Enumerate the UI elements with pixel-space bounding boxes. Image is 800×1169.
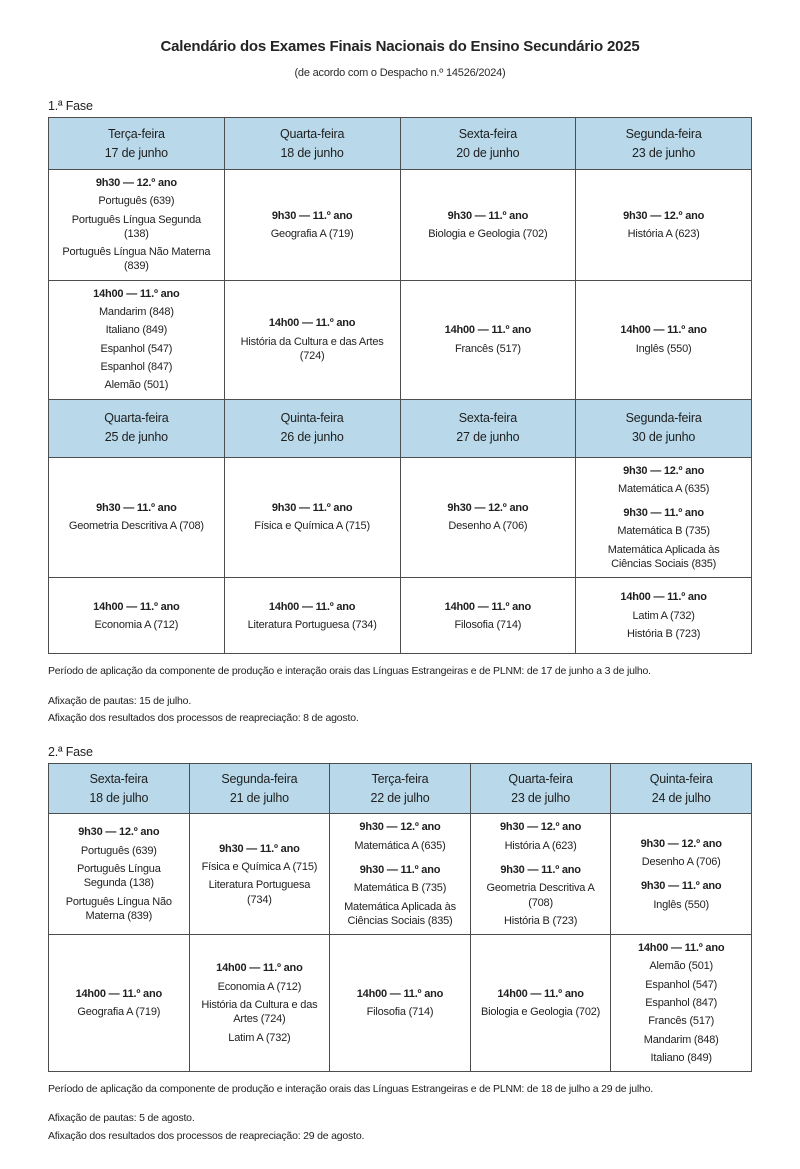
- session-time: 9h30 — 11.º ano: [271, 502, 353, 515]
- subject-label: Geografia A (719): [270, 227, 354, 240]
- content-area: [48, 99, 752, 1143]
- session-time: 14h00 — 11.º ano: [620, 591, 707, 604]
- subject-label: Português Língua Segunda (138): [76, 862, 161, 890]
- subject-label: Matemática A (635): [354, 839, 446, 852]
- session-time: 9h30 — 12.º ano: [623, 209, 705, 222]
- exam-session: [481, 863, 601, 928]
- exam-session: [340, 987, 460, 1020]
- date-label: 27 de junho: [456, 430, 520, 445]
- exam-cell: [189, 814, 330, 935]
- exam-cell: [611, 935, 752, 1072]
- exam-cell: [576, 170, 752, 281]
- weekday-label: Quinta-feira: [280, 411, 344, 426]
- exam-session: [200, 961, 320, 1044]
- day-header-cell: [400, 118, 576, 170]
- subject-label: Matemática B (735): [617, 525, 710, 538]
- subject-label: Biologia e Geologia (702): [481, 1006, 601, 1019]
- subject-label: Economia A (712): [217, 980, 302, 993]
- subject-label: Desenho A (706): [448, 520, 528, 533]
- session-time: 9h30 — 12.º ano: [447, 502, 529, 515]
- exam-session: [621, 879, 741, 912]
- exam-cell: [49, 935, 190, 1072]
- subject-label: História A (623): [504, 839, 577, 852]
- notes: [48, 1082, 752, 1143]
- note-text: Afixação de pautas: 15 de julho.: [48, 694, 192, 707]
- exam-session: [411, 600, 566, 633]
- exam-cell: [189, 935, 330, 1072]
- weekday-label: Quarta-feira: [279, 126, 345, 141]
- exam-session: [340, 820, 460, 853]
- date-label: 17 de junho: [104, 145, 168, 160]
- date-label: 20 de junho: [456, 145, 520, 160]
- day-header-cell: [576, 399, 752, 457]
- exam-cell: [400, 578, 576, 654]
- subject-label: Inglês (550): [635, 342, 692, 355]
- exam-cell: [470, 814, 611, 935]
- subject-label: Espanhol (547): [645, 978, 718, 991]
- weekday-label: Quarta-feira: [508, 771, 573, 786]
- exam-session: [59, 176, 214, 274]
- subject-label: Física e Química A (715): [254, 520, 370, 533]
- exam-session: [481, 820, 601, 853]
- subject-label: Espanhol (547): [100, 342, 173, 355]
- exam-session: [235, 501, 390, 534]
- subject-label: Filosofia (714): [454, 618, 522, 631]
- note-text: Afixação de pautas: 5 de agosto.: [48, 1112, 195, 1125]
- exam-session: [59, 825, 179, 923]
- session-time: 9h30 — 12.º ano: [78, 826, 160, 839]
- session-time: 9h30 — 12.º ano: [95, 177, 177, 189]
- notes: [48, 664, 752, 725]
- exam-cell: [49, 578, 225, 654]
- exam-session: [59, 287, 214, 393]
- weekday-label: Sexta-feira: [89, 771, 148, 786]
- session-time: 9h30 — 11.º ano: [447, 209, 529, 222]
- subject-label: Mandarim (848): [643, 1033, 719, 1046]
- exam-cell: [611, 814, 752, 935]
- exam-cell: [49, 170, 225, 281]
- subject-label: Português Língua Não Materna (839): [65, 895, 172, 922]
- exam-session: [59, 600, 214, 633]
- subject-label: Francês (517): [648, 1015, 715, 1028]
- exam-cell: [576, 578, 752, 654]
- date-label: 23 de junho: [632, 145, 696, 160]
- subject-label: Português (639): [98, 195, 175, 208]
- subject-label: Alemão (501): [649, 960, 713, 973]
- day-header-cell: [49, 118, 225, 170]
- subject-label: Latim A (732): [632, 609, 695, 622]
- exam-cell: [330, 935, 471, 1072]
- day-header-cell: [400, 399, 576, 457]
- subject-label: Filosofia (714): [366, 1006, 434, 1019]
- session-time: 14h00 — 11.º ano: [93, 287, 180, 300]
- weekday-label: Sexta-feira: [458, 126, 517, 141]
- subject-label: Matemática B (735): [353, 882, 447, 895]
- exam-cell: [224, 280, 400, 399]
- subject-label: Português Língua Não Materna (839): [62, 246, 211, 273]
- date-label: 18 de julho: [89, 790, 149, 805]
- phase-label: 2.ª Fase: [48, 744, 93, 759]
- subject-label: Francês (517): [454, 342, 521, 355]
- subject-label: Geometria Descritiva A (708): [68, 520, 204, 533]
- date-label: 26 de junho: [280, 430, 344, 445]
- session-time: 14h00 — 11.º ano: [637, 942, 725, 955]
- exam-session: [411, 501, 566, 534]
- exam-session: [200, 842, 320, 907]
- date-label: 24 de julho: [651, 790, 711, 805]
- subject-label: História B (723): [503, 914, 578, 927]
- subject-label: Literatura Portuguesa (734): [208, 879, 311, 906]
- exam-session: [586, 323, 741, 356]
- day-header-cell: [49, 399, 225, 457]
- day-header-cell: [224, 118, 400, 170]
- date-label: 22 de julho: [370, 790, 430, 805]
- phase-1-section: [48, 99, 752, 725]
- day-header-cell: [189, 763, 330, 814]
- date-label: 23 de julho: [511, 790, 571, 805]
- session-time: 9h30 — 11.º ano: [96, 502, 177, 515]
- exam-cell: [576, 457, 752, 578]
- weekday-label: Segunda-feira: [221, 771, 298, 786]
- session-time: 14h00 — 11.º ano: [356, 987, 444, 1000]
- session-time: 9h30 — 11.º ano: [500, 863, 581, 876]
- day-header-cell: [330, 763, 471, 814]
- session-time: 9h30 — 12.º ano: [359, 821, 441, 834]
- exam-session: [586, 506, 741, 571]
- date-label: 21 de julho: [229, 790, 289, 805]
- subject-label: Matemática Aplicada às Ciências Sociais (835): [607, 543, 720, 571]
- note-text: Período de aplicação da componente de produção e interação orais das Línguas Estrangeiras e de PLNM: de 17 de junho a 3 de julho.: [48, 665, 651, 678]
- weekday-label: Segunda-feira: [625, 126, 702, 141]
- session-time: 9h30 — 11.º ano: [359, 863, 441, 876]
- subject-label: Italiano (849): [105, 324, 168, 337]
- exam-cell: [400, 170, 576, 281]
- subject-label: Alemão (501): [104, 379, 169, 392]
- subject-label: Mandarim (848): [98, 306, 174, 319]
- page-subtitle: (de acordo com o Despacho n.º 14526/2024): [294, 67, 506, 79]
- date-label: 30 de junho: [632, 430, 696, 445]
- session-time: 14h00 — 11.º ano: [216, 962, 303, 975]
- note-text: Período de aplicação da componente de produção e interação orais das Línguas Estrangeiras e de PLNM: de 18 de julho a 29 de julho.: [48, 1083, 654, 1096]
- session-time: 14h00 — 11.º ano: [497, 987, 584, 1000]
- subject-label: Geometria Descritiva A (708): [486, 882, 595, 909]
- session-time: 9h30 — 11.º ano: [640, 880, 722, 893]
- weekday-label: Segunda-feira: [625, 411, 702, 426]
- session-time: 9h30 — 12.º ano: [640, 837, 722, 850]
- day-header-cell: [470, 763, 611, 814]
- subject-label: Literatura Portuguesa (734): [247, 618, 377, 631]
- exam-cell: [400, 280, 576, 399]
- subject-label: Português Língua Segunda (138): [71, 213, 201, 240]
- exam-session: [340, 863, 460, 928]
- subject-label: Desenho A (706): [641, 855, 721, 868]
- exam-session: [235, 600, 390, 633]
- subject-label: Matemática A (635): [618, 482, 710, 495]
- exam-session: [235, 316, 390, 363]
- session-time: 14h00 — 11.º ano: [444, 600, 532, 613]
- weekday-label: Terça-feira: [371, 771, 429, 786]
- date-label: 25 de junho: [104, 430, 168, 445]
- session-time: 14h00 — 11.º ano: [444, 324, 532, 337]
- exam-session: [586, 209, 741, 242]
- session-time: 9h30 — 12.º ano: [500, 821, 582, 834]
- note-text: Afixação dos resultados dos processos de reapreciação: 29 de agosto.: [48, 1129, 365, 1142]
- subject-label: Biologia e Geologia (702): [428, 227, 548, 240]
- session-time: 14h00 — 11.º ano: [93, 600, 180, 613]
- note-text: Afixação dos resultados dos processos de reapreciação: 8 de agosto.: [48, 711, 359, 724]
- session-time: 14h00 — 11.º ano: [620, 324, 707, 337]
- exam-table-phase-1: [48, 117, 752, 654]
- weekday-label: Sexta-feira: [458, 411, 517, 426]
- exam-session: [586, 464, 741, 497]
- exam-session: [411, 209, 566, 242]
- exam-session: [59, 987, 179, 1020]
- day-header-cell: [576, 118, 752, 170]
- subject-label: Economia A (712): [94, 618, 179, 631]
- exam-cell: [224, 457, 400, 578]
- weekday-label: Quinta-feira: [649, 771, 713, 786]
- subject-label: Espanhol (847): [100, 360, 173, 373]
- session-time: 9h30 — 11.º ano: [623, 507, 704, 520]
- session-time: 9h30 — 11.º ano: [271, 209, 353, 222]
- page-title: Calendário dos Exames Finais Nacionais do Ensino Secundário 2025: [160, 38, 640, 55]
- date-label: 18 de junho: [280, 145, 344, 160]
- subject-label: História da Cultura e das Artes (724): [240, 335, 384, 362]
- subject-label: Espanhol (847): [645, 997, 718, 1010]
- weekday-label: Quarta-feira: [104, 411, 169, 426]
- exam-session: [621, 941, 741, 1065]
- exam-cell: [400, 457, 576, 578]
- subject-label: Inglês (550): [653, 898, 710, 911]
- day-header-cell: [49, 763, 190, 814]
- subject-label: Física e Química A (715): [201, 860, 318, 873]
- exam-cell: [49, 814, 190, 935]
- exam-session: [586, 590, 741, 641]
- exam-session: [235, 209, 390, 242]
- phase-2-section: [48, 745, 752, 1143]
- exam-session: [481, 987, 601, 1020]
- subject-label: Latim A (732): [228, 1031, 291, 1044]
- subject-label: Italiano (849): [650, 1051, 712, 1064]
- exam-cell: [49, 280, 225, 399]
- exam-cell: [49, 457, 225, 578]
- subject-label: História da Cultura e das Artes (724): [201, 999, 318, 1026]
- exam-cell: [330, 814, 471, 935]
- exam-cell: [470, 935, 611, 1072]
- subject-label: História B (723): [627, 627, 701, 640]
- session-time: 9h30 — 12.º ano: [623, 464, 705, 477]
- subject-label: Português (639): [80, 844, 157, 857]
- exam-cell: [224, 170, 400, 281]
- subject-label: Geografia A (719): [77, 1006, 161, 1019]
- session-time: 9h30 — 11.º ano: [219, 842, 300, 855]
- subject-label: História A (623): [627, 227, 700, 240]
- exam-table-phase-2: [48, 763, 752, 1072]
- document-page: [0, 38, 800, 1169]
- exam-session: [621, 837, 741, 870]
- session-time: 14h00 — 11.º ano: [268, 317, 356, 330]
- exam-cell: [576, 280, 752, 399]
- subject-label: Matemática Aplicada às Ciências Sociais (835): [344, 900, 456, 927]
- exam-session: [59, 501, 214, 534]
- session-time: 14h00 — 11.º ano: [268, 600, 356, 613]
- day-header-cell: [611, 763, 752, 814]
- exam-session: [411, 323, 566, 356]
- exam-cell: [224, 578, 400, 654]
- weekday-label: Terça-feira: [107, 126, 165, 141]
- phase-label: 1.ª Fase: [48, 99, 93, 113]
- session-time: 14h00 — 11.º ano: [75, 987, 162, 1000]
- day-header-cell: [224, 399, 400, 457]
